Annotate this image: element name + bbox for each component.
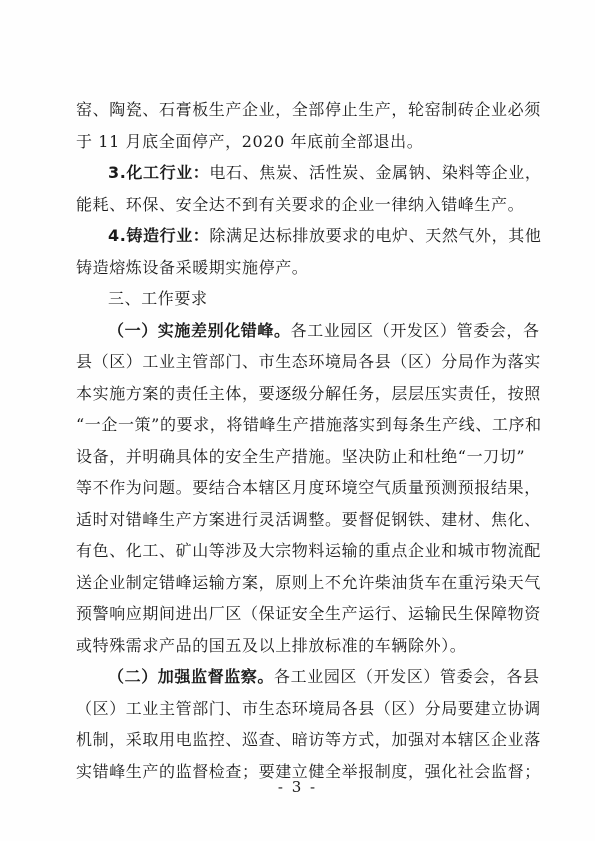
body-line: 等不作为问题。要结合本辖区月度环境空气质量预测预报结果， [76,478,541,497]
body-line: （二）加强监督监察。各工业园区（开发区）管委会，各县 [108,667,540,686]
body-line: 实错峰生产的监督检查；要建立健全举报制度，强化社会监督； [76,761,541,781]
body-line: （一）实施差别化错峰。各工业园区（开发区）管委会，各 [108,320,540,340]
body-line: 预警响应期间进出厂区（保证安全生产运行、运输民生保障物资 [76,604,541,623]
body-line: 县（区）工业主管部门、市生态环境局各县（区）分局作为落实 [76,352,541,371]
body-line: “一企一策”的要求，将错峰生产措施落实到每条生产线、工序和 [76,415,542,434]
body-line: 铸造熔炼设备采暖期实施停产。 [76,257,309,277]
body-line: 设备，并明确具体的安全生产措施。坚决防止和杜绝“一刀切” [76,446,526,466]
body-line: 于 11 月底全面停产，2020 年底前全部退出。 [76,131,424,151]
page-number: - 3 - [277,778,318,796]
body-line: 窑、陶瓷、石膏板生产企业，全部停止生产，轮窑制砖企业必须 [76,100,541,119]
body-line: 本实施方案的责任主体，要逐级分解任务，层层压实责任，按照 [76,383,541,403]
body-line: 适时对错峰生产方案进行灵活调整。要督促钢铁、建材、焦化、 [76,509,541,529]
body-line: 3.化工行业：电石、焦炭、活性炭、金属钠、染料等企业， [108,163,542,182]
body-line: 4.铸造行业：除满足达标排放要求的电炉、天然气外，其他 [108,226,542,245]
body-line: 送企业制定错峰运输方案，原则上不允许柴油货车在重污染天气 [76,572,541,592]
body-line: 机制，采取用电监控、巡查、暗访等方式，加强对本辖区企业落 [76,730,541,749]
body-line: 或特殊需求产品的国五及以上排放标准的车辆除外）。 [76,635,467,655]
body-line: （区）工业主管部门、市生态环境局各县（区）分局要建立协调 [76,698,541,718]
body-line: 有色、化工、矿山等涉及大宗物料运输的重点企业和城市物流配 [76,541,541,560]
body-line: 能耗、环保、安全达不到有关要求的企业一律纳入错峰生产。 [76,194,525,214]
section-heading: 三、工作要求 [108,289,208,308]
